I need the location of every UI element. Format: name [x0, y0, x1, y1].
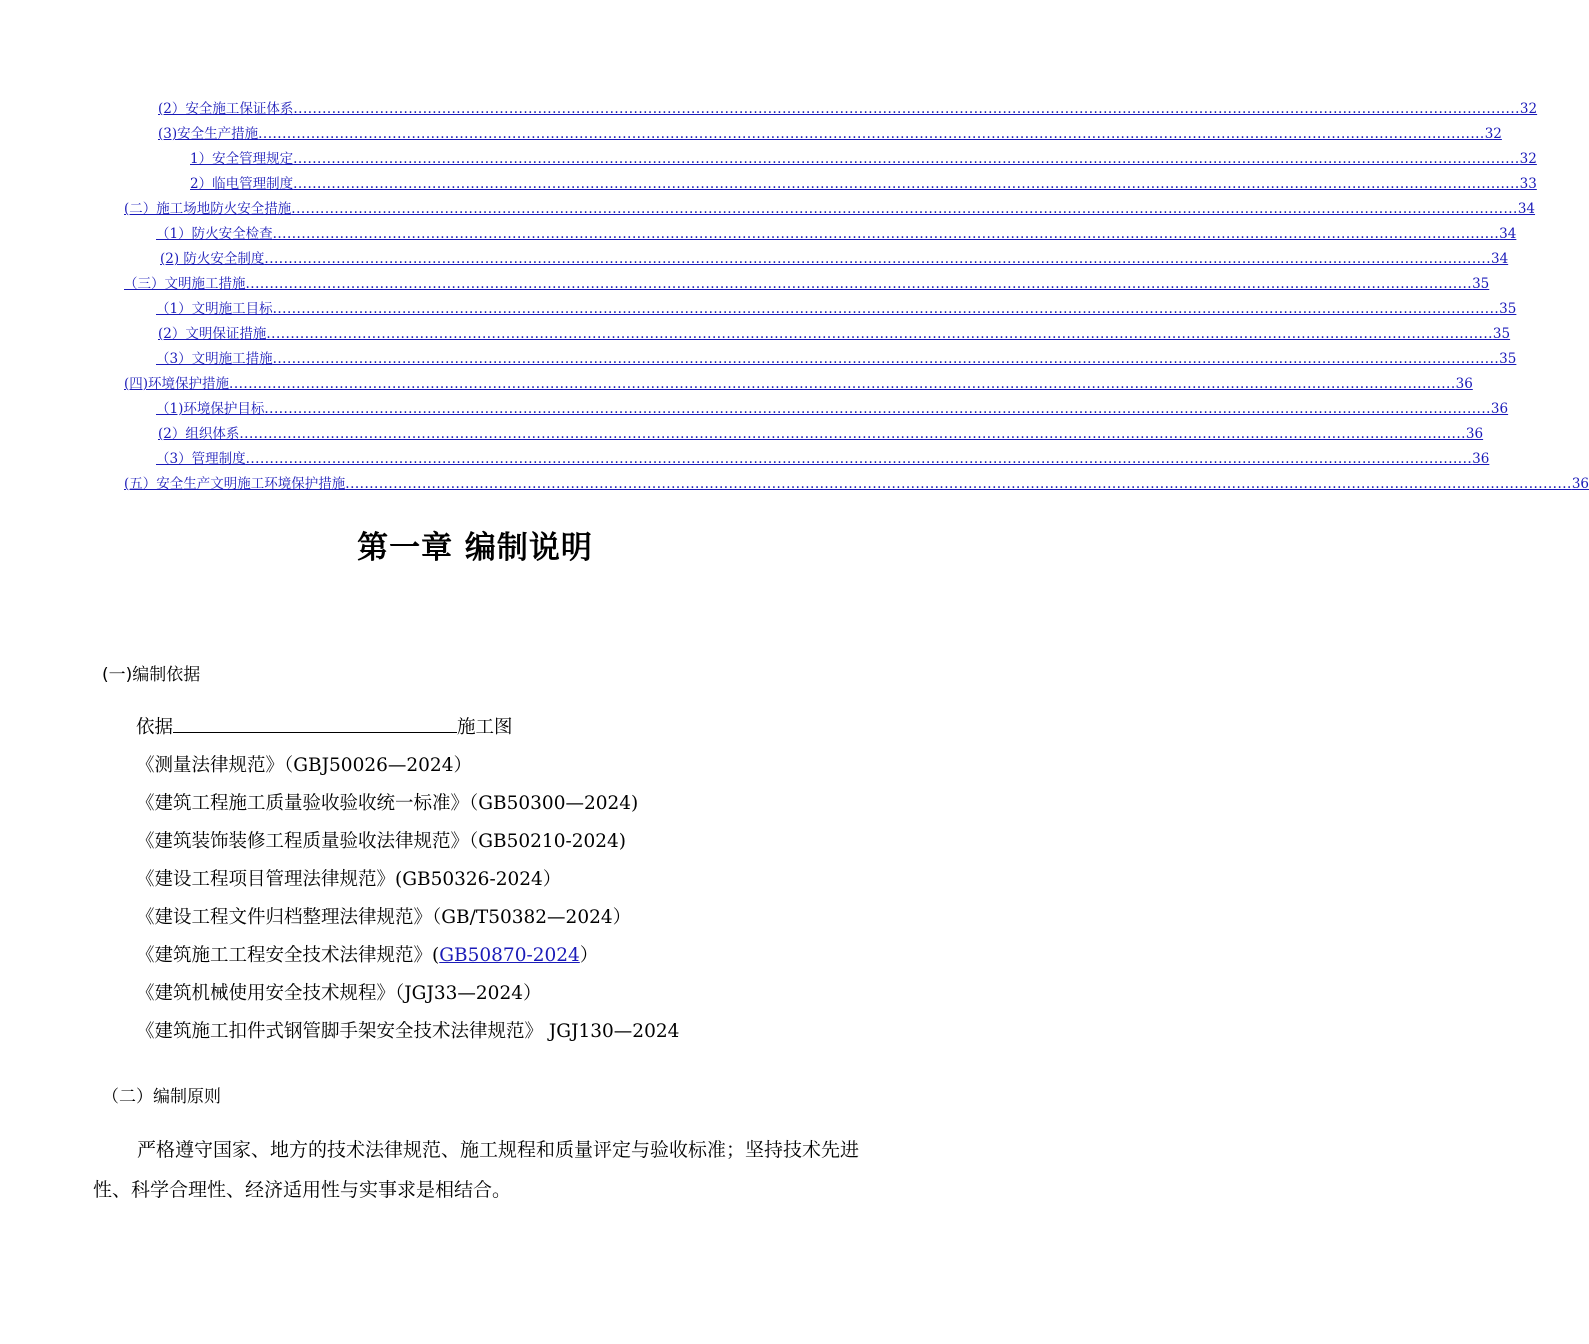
- toc-leader-dots: ................................................................................................................................................................................................................................................................: [272, 226, 1500, 242]
- principles-paragraph: 严格遵守国家、地方的技术法律规范、施工规程和质量评定与验收标准；坚持技术先进性、科学合理性、经济适用性与实事求是相结合。: [93, 1139, 860, 1201]
- toc-entry-label: （三）文明施工措施: [124, 276, 246, 292]
- toc-entry[interactable]: [158, 322, 1511, 342]
- basis-list: [136, 709, 679, 1051]
- toc-leader-dots: ................................................................................................................................................................................................................................................................: [229, 376, 1456, 392]
- toc-leader-dots: ................................................................................................................................................................................................................................................................: [272, 351, 1500, 367]
- toc-leader-dots: ................................................................................................................................................................................................................................................................: [272, 301, 1500, 317]
- toc-entry-label: （3）文明施工措施: [156, 351, 273, 367]
- toc-entry[interactable]: [124, 197, 1536, 217]
- standard-item: 《建筑装饰装修工程质量验收法律规范》（GB50210-2024): [136, 831, 627, 852]
- standard-item: 《建设工程项目管理法律规范》(GB50326-2024）: [136, 869, 562, 890]
- standard-item: 《建设工程文件归档整理法律规范》（GB/T50382—2024）: [136, 907, 632, 928]
- toc-leader-dots: ................................................................................................................................................................................................................................................................: [264, 401, 1491, 417]
- toc-entry[interactable]: [190, 147, 1537, 167]
- toc-entry-page: 35: [1492, 326, 1511, 342]
- toc-entry-page: 36: [1472, 451, 1490, 467]
- toc-entry-page: 36: [1465, 426, 1484, 442]
- basis-drawing-line: [136, 709, 679, 747]
- basis-suffix: 施工图: [457, 717, 513, 738]
- toc-entry[interactable]: [158, 122, 1502, 142]
- toc-entry-label: (2）安全施工保证体系: [158, 101, 294, 117]
- standard-item-suffix: ）: [579, 945, 599, 966]
- standard-link[interactable]: GB50870-2024: [439, 945, 580, 966]
- toc-entry-page: 32: [1519, 151, 1537, 167]
- toc-entry-label: （1)环境保护目标: [156, 401, 265, 417]
- section-heading-basis: (一)编制依据: [102, 665, 201, 685]
- toc-entry[interactable]: [156, 222, 1517, 242]
- chapter-title: 第一章 编制说明: [357, 530, 593, 566]
- toc-leader-dots: ................................................................................................................................................................................................................................................................: [245, 451, 1473, 467]
- toc-entry-label: (2）组织体系: [158, 426, 240, 442]
- toc-entry[interactable]: [156, 447, 1490, 467]
- toc-entry-page: 36: [1490, 401, 1509, 417]
- toc-entry-page: 32: [1519, 101, 1538, 117]
- standard-item: 《建筑工程施工质量验收验收统一标准》（GB50300—2024): [136, 793, 639, 814]
- toc-leader-dots: ................................................................................................................................................................................................................................................................: [293, 176, 1520, 192]
- standard-item: 《建筑机械使用安全技术规程》（JGJ33—2024）: [136, 983, 542, 1004]
- toc-entry-page: 36: [1455, 376, 1473, 392]
- toc-entry-label: （1）文明施工目标: [156, 301, 273, 317]
- toc-entry-label: （3）管理制度: [156, 451, 246, 467]
- standard-item-linked: [136, 937, 679, 975]
- toc-entry-label: (2）文明保证措施: [158, 326, 267, 342]
- toc-leader-dots: ................................................................................................................................................................................................................................................................: [291, 201, 1518, 217]
- toc-entry-label: (四)环境保护措施: [124, 376, 230, 392]
- toc-entry-page: 35: [1499, 301, 1517, 317]
- toc-entry[interactable]: [190, 172, 1537, 192]
- toc-leader-dots: ................................................................................................................................................................................................................................................................: [293, 101, 1520, 117]
- toc-entry-page: 36: [1571, 476, 1589, 492]
- toc-leader-dots: ................................................................................................................................................................................................................................................................: [266, 326, 1493, 342]
- blank-underline: [173, 714, 457, 733]
- toc-entry-label: (3)安全生产措施: [158, 126, 259, 142]
- toc-entry[interactable]: [156, 297, 1517, 317]
- toc-entry[interactable]: [124, 272, 1490, 292]
- toc-leader-dots: ................................................................................................................................................................................................................................................................: [239, 426, 1466, 442]
- toc-entry[interactable]: [160, 247, 1509, 267]
- toc-entry-label: (二）施工场地防火安全措施: [124, 201, 292, 217]
- toc-entry-page: 34: [1517, 201, 1536, 217]
- toc-entry-page: 33: [1519, 176, 1537, 192]
- toc-leader-dots: ................................................................................................................................................................................................................................................................: [264, 251, 1491, 267]
- toc-entry[interactable]: [124, 372, 1473, 392]
- toc-entry[interactable]: [158, 422, 1484, 442]
- toc-leader-dots: ................................................................................................................................................................................................................................................................: [345, 476, 1572, 492]
- toc-entry-page: 34: [1499, 226, 1517, 242]
- toc-entry[interactable]: [156, 347, 1517, 367]
- basis-prefix: 依据: [136, 717, 174, 738]
- toc-entry-label: （1）防火安全检查: [156, 226, 273, 242]
- toc-leader-dots: ................................................................................................................................................................................................................................................................: [293, 151, 1520, 167]
- toc-entry[interactable]: [156, 397, 1509, 417]
- standard-item: 《测量法律规范》（GBJ50026—2024）: [136, 755, 472, 776]
- toc-entry[interactable]: [158, 97, 1538, 117]
- toc-entry[interactable]: [124, 472, 1589, 492]
- standard-item-prefix: 《建筑施工工程安全技术法律规范》(: [136, 945, 440, 966]
- toc-entry-page: 32: [1484, 126, 1502, 142]
- toc-entry-label: 1）安全管理规定: [190, 151, 294, 167]
- toc-entry-label: (2) 防火安全制度: [160, 251, 265, 267]
- toc-leader-dots: ................................................................................................................................................................................................................................................................: [258, 126, 1485, 142]
- toc-leader-dots: ................................................................................................................................................................................................................................................................: [245, 276, 1473, 292]
- toc-entry-page: 35: [1499, 351, 1517, 367]
- toc-entry-label: (五）安全生产文明施工环境保护措施: [124, 476, 346, 492]
- standard-item: 《建筑施工扣件式钢管脚手架安全技术法律规范》 JGJ130—2024: [136, 1021, 680, 1042]
- toc-entry-page: 34: [1490, 251, 1509, 267]
- section-heading-principles: （二）编制原则: [102, 1087, 221, 1107]
- toc-entry-label: 2）临电管理制度: [190, 176, 294, 192]
- toc-entry-page: 35: [1472, 276, 1490, 292]
